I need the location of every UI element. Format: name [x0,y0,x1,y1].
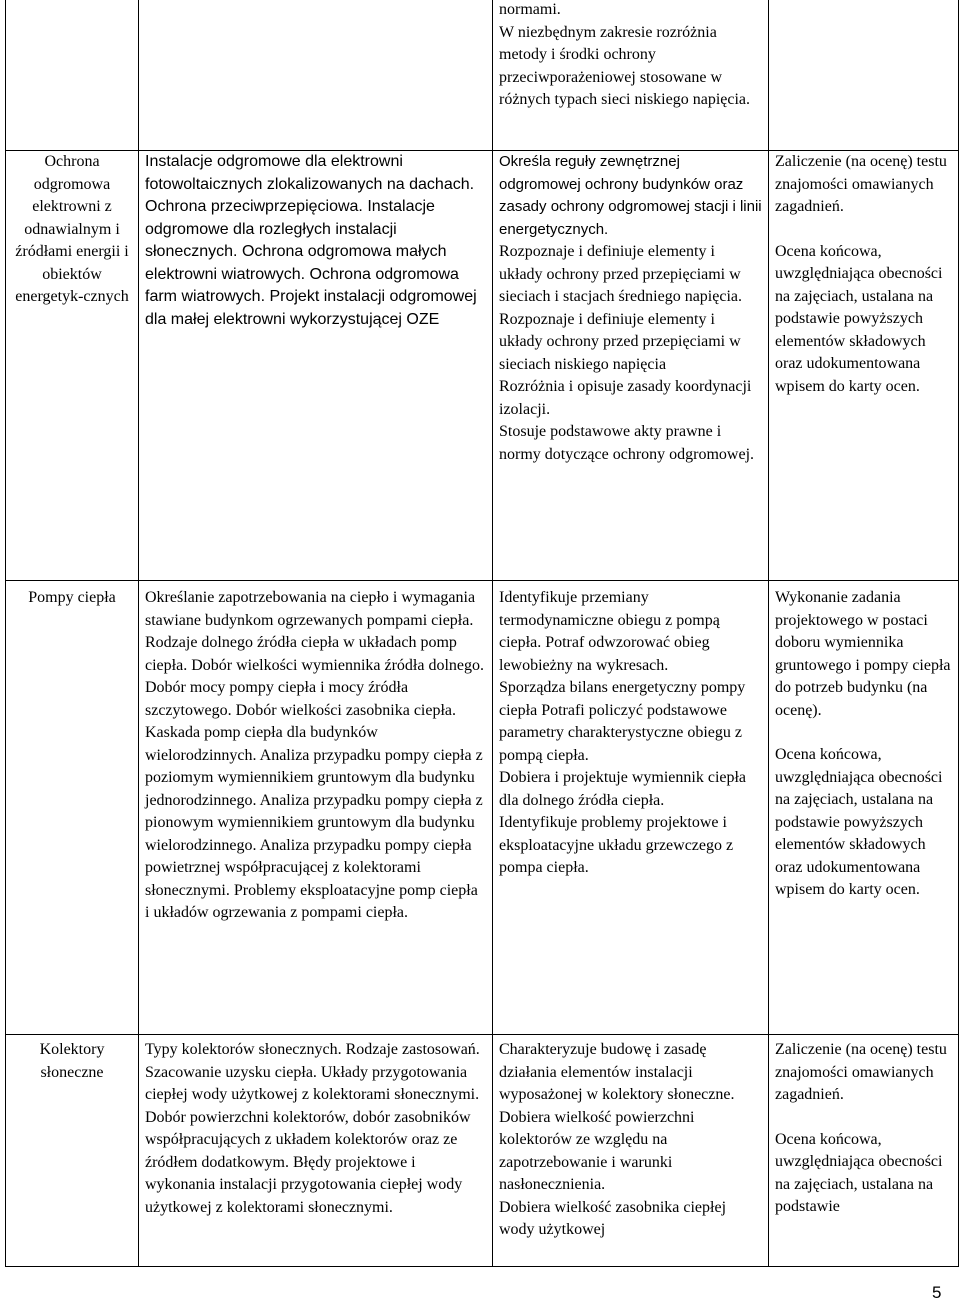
table-row [6,0,959,151]
outcomes-cell [493,1035,769,1267]
assessment-text: Wykonanie zadania projektowego w postaci doboru wymiennika gruntowego i pompy ciepła do potrzeb budynku (na ocenę). [775,589,951,719]
outcome-text: Dobiera wielkość powierzchni kolektorów ze względu na zapotrzebowanie i warunki nasłonecznienia. [499,1108,695,1193]
content-cell [139,0,493,151]
outcomes-cell [493,581,769,1035]
outcome-text: Charakteryzuje budowę i zasadę działania elementów instalacji wyposażonej w kolektory słoneczne. [499,1041,735,1103]
topic-cell: Kolektory słoneczne [6,1035,139,1267]
content-cell: Instalacje odgromowe dla elektrowni fotowoltaicznych zlokalizowanych na dachach. Ochrona przeciwprzepięciowa. Instalacje odgromowe dla rozległych instalacji słonecznych. Ochrona odgromowa małych elektrowni wiatrowych. Ochrona odgromowa farm wiatrowych. Projekt instalacji odgromowej dla małej elektrowni wykorzystującej OZE [139,151,493,581]
assessment-text: Zaliczenie (na ocenę) testu znajomości omawianych zagadnień. [775,1041,947,1103]
assessment-text: Ocena końcowa, uwzględniająca obecności na zajęciach, ustalana na podstawie powyższych elementów składowych oraz udokumentowana wpisem do karty ocen. [775,746,943,898]
outcome-text: Określa reguły zewnętrznej odgromowej ochrony budynków oraz zasady ochrony odgromowej stacji i linii energetycznych. [499,153,762,238]
outcome-text: Dobiera wielkość zasobnika ciepłej wody użytkowej [499,1198,727,1238]
page-number: 5 [932,1283,942,1302]
outcome-text: Sporządza bilans energetyczny pompy ciepła Potrafi policzyć podstawowe parametry charakterystyczne obiegu z pompą ciepła. [499,679,746,764]
outcome-text: normami. [499,1,561,18]
outcome-text: Stosuje podstawowe akty prawne i normy dotyczące ochrony odgromowej. [499,423,755,463]
outcomes-cell [493,0,769,151]
topic-cell: Pompy ciepła [6,581,139,1035]
table-row [6,581,959,1035]
outcome-text: Rozpoznaje i definiuje elementy i układy ochrony przed przepięciami w sieciach niskiego napięcia [499,310,741,373]
topic-cell [6,0,139,151]
assessment-text: Ocena końcowa, uwzględniająca obecności na zajęciach, ustalana na podstawie powyższych elementów składowych oraz udokumentowana wpisem do karty ocen. [775,242,943,395]
topic-cell: Ochrona odgromowa elektrowni z odnawialnym i źródłami energii i obiektów energetyk-cznych [6,151,139,581]
assessment-cell [769,0,959,151]
outcome-text: Identyfikuje przemiany termodynamiczne obiegu z pompą ciepła. Potraf odwzorować obieg lewobieżny na wykresach. [499,589,720,674]
content-cell: Typy kolektorów słonecznych. Rodzaje zastosowań. Szacowanie uzysku ciepła. Układy przygotowania ciepłej wody użytkowej z kolektorami słonecznymi. Dobór powierzchni kolektorów, dobór zasobników współpracujących z układem kolektorów oraz ze źródłem dodatkowym. Błędy projektowe i wykonania instalacji przygotowania ciepłej wody użytkowej z kolektorami słonecznymi. [139,1035,493,1267]
syllabus-table [5,0,959,1267]
outcome-text: W niezbędnym zakresie rozróżnia metody i środki ochrony przeciwporażeniowej stosowane w różnych typach sieci niskiego napięcia. [499,23,751,108]
table-row [6,151,959,581]
outcome-text: Dobiera i projektuje wymiennik ciepła dla dolnego źródła ciepła. [499,769,747,809]
assessment-text: Ocena końcowa, uwzględniająca obecności na zajęciach, ustalana na podstawie [775,1130,943,1215]
assessment-cell [769,581,959,1035]
content-cell: Określanie zapotrzebowania na ciepło i wymagania stawiane budynkom ogrzewanych pompami ciepła. Rodzaje dolnego źródła ciepła w układach pomp ciepła. Dobór wielkości wymiennika źródła dolnego. Dobór mocy pompy ciepła i mocy źródła szczytowego. Dobór wielkości zasobnika ciepła. Kaskada pomp ciepła dla budynków wielorodzinnych. Analiza przypadku pompy ciepła z poziomym wymiennikiem gruntowym dla budynku jednorodzinnego. Analiza przypadku pompy ciepła z pionowym wymiennikiem gruntowym dla budynku wielorodzinnego. Analiza przypadku pompy ciepła powietrznej współpracującej z kolektorami słonecznymi. Problemy eksploatacyjne pomp ciepła i układów ogrzewania z pompami ciepła. [139,581,493,1035]
outcomes-cell [493,151,769,581]
outcome-text: Rozpoznaje i definiuje elementy i układy ochrony przed przepięciami w sieciach i stacjach średniego napięcia. [499,243,742,305]
assessment-cell [769,151,959,581]
assessment-cell [769,1035,959,1267]
table-row [6,1035,959,1267]
outcome-text: Identyfikuje problemy projektowe i eksploatacyjne układu grzewczego z pompa ciepła. [499,814,734,876]
assessment-text: Zaliczenie (na ocenę) testu znajomości omawianych zagadnień. [775,153,947,215]
outcome-text: Rozróżnia i opisuje zasady koordynacji izolacji. [499,378,752,418]
